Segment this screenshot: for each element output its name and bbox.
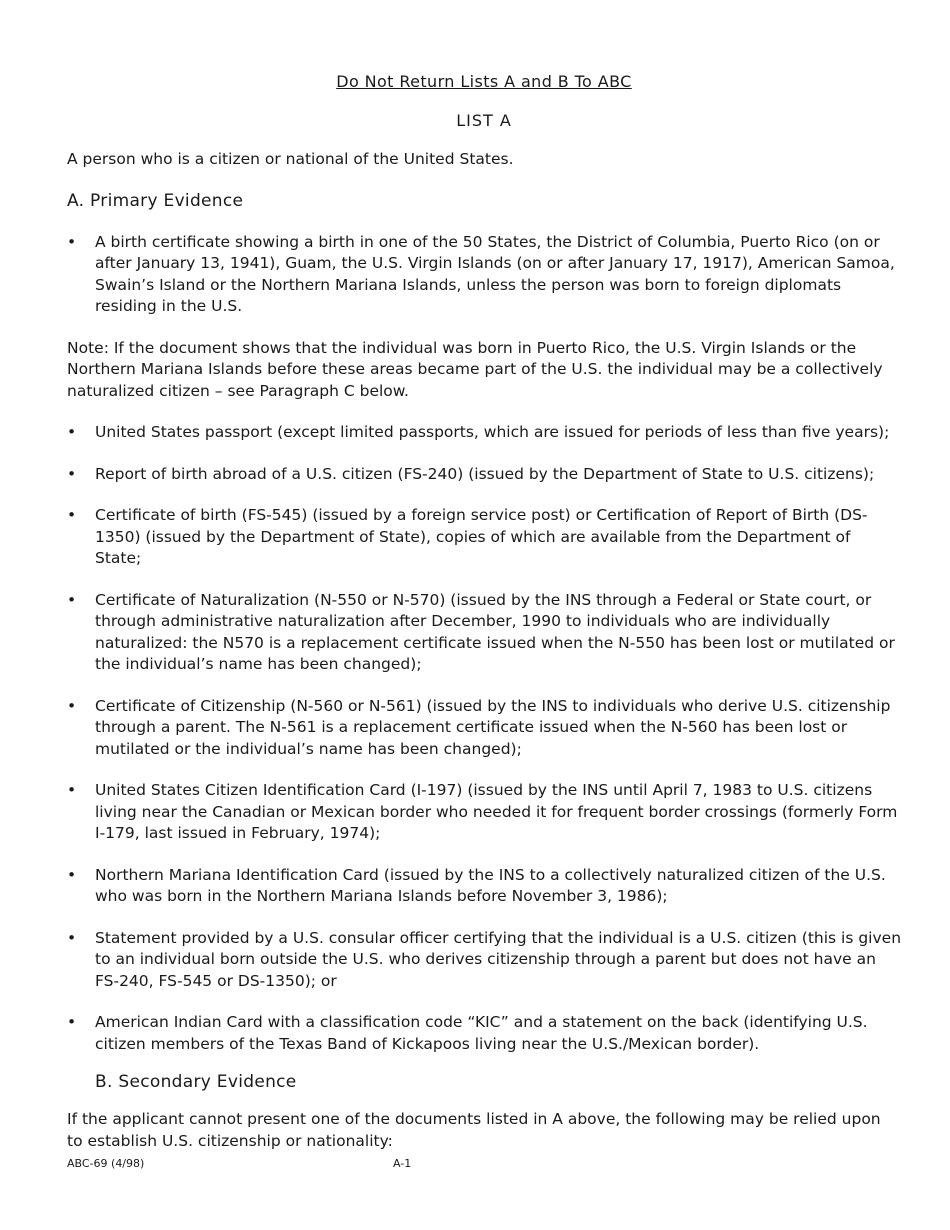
list-item-text: Certificate of birth (FS-545) (issued by a foreign service post) or Certification of Report of Birth (DS-1350) (issued by the Department of State), copies of which are available from the Department of State; (95, 506, 868, 567)
list-item-text: American Indian Card with a classification code “KIC” and a statement on the back (identifying U.S. citizen members of the Texas Band of Kickapoos living near the U.S./Mexican border). (95, 1013, 868, 1053)
list-item-text: Report of birth abroad of a U.S. citizen (FS-240) (issued by the Department of State to U.S. citizens); (95, 464, 875, 483)
list-title: LIST A (456, 111, 512, 130)
list-item-text: A birth certificate showing a birth in one of the 50 States, the District of Columbia, Puerto Rico (on or after January 13, 1941), Guam, the U.S. Virgin Islands (on or after January 17, 1917), American Samoa, Swain’s Island or the Northern Mariana Islands, unless the person was born to foreign diplomats residing in the U.S. (95, 232, 895, 315)
section-b-paragraph: If the applicant cannot present one of the documents listed in A above, the following may be relied upon to establish U.S. citizenship or nationality: (67, 1110, 881, 1150)
bullet-icon: • (67, 464, 77, 483)
list-item (67, 696, 901, 761)
section-a-heading: A. Primary Evidence (67, 190, 244, 211)
bullet-icon: • (67, 590, 77, 609)
list-item (67, 232, 901, 318)
section-a-list (67, 422, 901, 1055)
bullet-icon: • (67, 232, 77, 251)
page-heading: Do Not Return Lists A and B To ABC (336, 72, 632, 91)
list-item (67, 505, 901, 570)
intro-paragraph: A person who is a citizen or national of the United States. (67, 150, 514, 168)
list-item (67, 865, 901, 908)
list-item-text: Certificate of Naturalization (N-550 or N-570) (issued by the INS through a Federal or State court, or through administrative naturalization after December, 1990 to individuals who are individually naturalized: the N570 is a replacement certificate issued when the N-550 has been lost or mutilated or the individual’s name has been changed); (95, 590, 895, 673)
bullet-icon: • (67, 423, 77, 441)
section-b-heading: B. Secondary Evidence (95, 1072, 297, 1092)
bullet-icon: • (67, 1013, 77, 1031)
form-id: ABC-69 (4/98) (67, 1157, 145, 1170)
list-item (67, 1012, 901, 1055)
bullet-icon: • (67, 781, 77, 799)
bullet-icon: • (67, 865, 77, 884)
bullet-icon: • (67, 696, 77, 715)
list-item (67, 464, 901, 486)
list-item (67, 780, 901, 845)
list-item-text: Statement provided by a U.S. consular officer certifying that the individual is a U.S. citizen (this is given to an individual born outside the U.S. who derives citizenship through a parent but does not have an FS-240, FS-545 or DS-1350); or (95, 928, 902, 990)
list-item-text: United States Citizen Identification Card (I-197) (issued by the INS until April 7, 1983 to U.S. citizens living near the Canadian or Mexican border who needed it for frequent border crossings (formerly Form I-179, last issued in February, 1974); (95, 781, 898, 842)
list-item (67, 422, 901, 444)
bullet-icon: • (67, 506, 77, 524)
list-item (67, 590, 901, 676)
note-paragraph: Note: If the document shows that the individual was born in Puerto Rico, the U.S. Virgin Islands or the Northern Mariana Islands before these areas became part of the U.S. the individual may be a collectively naturalized citizen – see Paragraph C below. (67, 338, 883, 400)
document-page (67, 72, 901, 1152)
list-item (67, 928, 901, 993)
bullet-icon: • (67, 928, 77, 947)
page-number: A-1 (393, 1157, 412, 1170)
list-item-text: United States passport (except limited passports, which are issued for periods of less than five years); (95, 423, 890, 441)
list-item-text: Certificate of Citizenship (N-560 or N-561) (issued by the INS to individuals who derive U.S. citizenship through a parent. The N-561 is a replacement certificate issued when the N-560 has been lost or mutilated or the individual’s name has been changed); (95, 696, 891, 758)
list-item-text: Northern Mariana Identification Card (issued by the INS to a collectively naturalized citizen of the U.S. who was born in the Northern Mariana Islands before November 3, 1986); (95, 865, 886, 905)
section-a-first-list (67, 232, 901, 318)
